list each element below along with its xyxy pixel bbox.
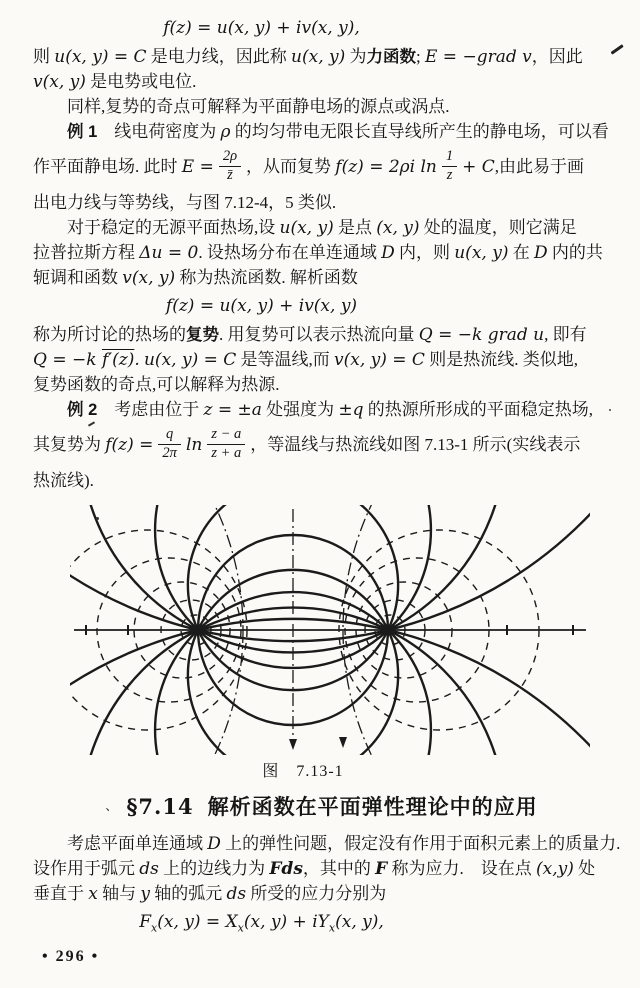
body-text: 上的弹性问题，假定没有作用于面积元素上的质量力. — [220, 834, 621, 853]
math-text: (x,y) — [535, 859, 574, 879]
body-text: 上的边线力为 — [158, 859, 270, 878]
math-text: u(x, y) = C — [54, 47, 147, 67]
body-text: , 即有 — [544, 325, 587, 344]
math-text: E = — [181, 157, 214, 177]
math-text: . — [134, 350, 140, 370]
display-formula — [33, 290, 490, 322]
body-text: 称为热流函数. 解析函数 — [175, 268, 358, 287]
text-line — [33, 468, 610, 493]
body-text: 垂直于 — [33, 884, 89, 903]
text-line — [33, 322, 610, 347]
text-line — [33, 215, 610, 240]
body-text: 内，则 — [394, 243, 455, 262]
body-text: 热流线). — [33, 471, 94, 490]
math-text: f′(z) — [101, 350, 135, 370]
math-subscripted: $F_x$ — [139, 912, 158, 935]
section-title: 解析函数在平面弹性理论中的应用 — [207, 796, 538, 819]
body-text: 作平面静电场. 此时 — [33, 157, 182, 176]
text-line — [33, 69, 610, 94]
body-text: 轴与 — [97, 884, 141, 903]
scan-artifact-dot — [96, 517, 99, 520]
body-text: 内的共 — [547, 243, 603, 262]
math-text: (x, y) = — [157, 912, 226, 932]
math-text: E = −grad v — [424, 47, 532, 67]
body-text: ，因此 — [531, 47, 583, 66]
math-text: u(x, y) = C — [143, 350, 237, 370]
body-text: 轭调和函数 — [33, 268, 123, 287]
math-text: f(z) = u(x, y) + iv(x, y), — [163, 18, 360, 38]
math-text: (x, y) — [376, 218, 420, 238]
body-text: 是点 — [333, 218, 377, 237]
body-text: 是等温线,而 — [236, 350, 335, 369]
body-text: 为 — [345, 47, 367, 66]
math-text: f(z) = u(x, y) + iv(x, y) — [165, 296, 358, 316]
section-number: §7.14 — [126, 794, 194, 819]
text-line — [33, 119, 610, 144]
math-text: ρ — [220, 122, 231, 142]
math-subscripted: $X_x$ — [225, 912, 244, 935]
emphasized-text: F — [375, 859, 388, 879]
body-text: 考虑由位于 — [97, 400, 204, 419]
text-line — [33, 265, 610, 290]
inline-fraction: $\frac{2\rho}{z̄}$ — [219, 148, 241, 184]
inline-fraction: $\frac{q}{2\pi}$ — [158, 426, 181, 462]
math-text: v(x, y) — [33, 72, 86, 92]
math-text: x — [88, 884, 98, 904]
math-text: ds — [226, 884, 247, 904]
math-subscripted: $Y_x$ — [317, 912, 336, 935]
figure-7-13-1-dipole-field-diagram — [70, 505, 590, 755]
body-text: 则是热流线. 类似地, — [424, 350, 578, 369]
body-text: ，等温线与热流线如图 7.13-1 所示(实线表示 — [250, 435, 581, 454]
figure-caption: 图 7.13-1 — [262, 763, 344, 780]
math-text: + C — [462, 157, 495, 177]
math-text: v(x, y) = C — [334, 350, 425, 370]
math-text: f(z) = — [105, 435, 154, 455]
math-text: u(x, y) — [454, 243, 509, 263]
body-text: ，其中的 — [302, 859, 376, 878]
emphasized-text: 复势 — [186, 326, 219, 344]
body-text: 在 — [508, 243, 534, 262]
emphasized-text: 例 2 — [67, 401, 98, 419]
down-arrow — [289, 739, 297, 750]
text-line — [33, 240, 610, 265]
page-number: • 296 • — [42, 948, 100, 965]
body-text: 是电势或电位. — [85, 72, 197, 91]
body-text: . 设热场分布在单连通域 — [198, 243, 382, 262]
body-text: 出电力线与等势线，与图 7.12-4，5 类似. — [33, 193, 337, 212]
body-text: 称为所讨论的热场的 — [33, 325, 186, 344]
margin-mark: 、 — [105, 799, 119, 813]
body-text: 的热源所形成的平面稳定热场, — [363, 400, 594, 419]
body-text: ，从而复势 — [246, 157, 336, 176]
math-text: Q = −k grad u — [418, 325, 545, 345]
math-text: f(z) = 2ρi ln — [335, 157, 437, 177]
inline-fraction: $\frac{1}{z}$ — [442, 148, 457, 184]
scan-artifact-dot — [609, 409, 611, 411]
math-text: D — [207, 834, 221, 854]
text-line — [33, 881, 610, 906]
body-text: 拉普拉斯方程 — [33, 243, 140, 262]
emphasized-text: 力函数 — [366, 48, 416, 66]
section-heading-7-14 — [33, 791, 610, 821]
math-text: D — [533, 243, 548, 263]
math-text: u(x, y) — [291, 47, 346, 67]
body-text: ; — [416, 47, 425, 66]
math-text: Q = −k — [33, 350, 102, 370]
field-lines-svg — [70, 505, 590, 755]
math-text: (x, y), — [335, 912, 384, 932]
body-text: 则 — [33, 47, 55, 66]
body-text: 复势函数的奇点,可以解释为热源. — [33, 375, 280, 394]
text-line — [33, 397, 610, 422]
body-text: 所受的应力分别为 — [246, 884, 387, 903]
text-line — [33, 144, 610, 190]
body-text: 是电力线，因此称 — [146, 47, 292, 66]
text-line — [33, 372, 610, 397]
body-text: 处的温度，则它满足 — [419, 218, 577, 237]
emphasized-text: Fds — [269, 859, 303, 879]
text-line — [33, 94, 610, 119]
math-text: z = ±a — [203, 400, 262, 420]
display-formula — [33, 12, 490, 44]
body-text: . 用复势可以表示热流向量 — [219, 325, 419, 344]
body-text: 其复势为 — [33, 435, 106, 454]
body-text: 称为应力. 设在点 — [387, 859, 536, 878]
down-arrow — [339, 737, 347, 748]
text-line — [33, 422, 610, 468]
body-text: 对于稳定的无源平面热场,设 — [67, 218, 280, 237]
math-text: ln — [185, 435, 203, 455]
text-line — [33, 856, 610, 881]
body-text: 的均匀带电无限长直导线所产生的静电场，可以看 — [230, 122, 609, 141]
math-text: u(x, y) — [279, 218, 334, 238]
math-text: ±q — [338, 400, 364, 420]
emphasized-text: 例 1 — [67, 123, 98, 141]
text-line — [33, 347, 610, 372]
text-line — [33, 190, 610, 215]
display-formula — [33, 906, 490, 938]
math-text: y — [140, 884, 150, 904]
body-text: 轴的弧元 — [149, 884, 227, 903]
inline-fraction: $\frac{z - a}{z + a}$ — [207, 426, 245, 462]
body-text: ,由此易于画 — [494, 157, 585, 176]
math-text: v(x, y) — [122, 268, 176, 288]
math-text: ds — [139, 859, 159, 879]
text-line — [33, 831, 621, 856]
math-text: Δu = 0 — [139, 243, 199, 263]
body-text: 处强度为 — [261, 400, 339, 419]
body-text: 同样,复势的奇点可解释为平面静电场的源点或涡点. — [67, 97, 450, 116]
text-line — [33, 44, 610, 69]
body-text: 考虑平面单连通域 — [67, 834, 208, 853]
body-text: 处 — [573, 859, 596, 878]
body-text: 设作用于弧元 — [33, 859, 140, 878]
math-text: D — [381, 243, 395, 263]
body-text: 线电荷密度为 — [97, 122, 221, 141]
math-text: (x, y) + i — [243, 912, 318, 932]
